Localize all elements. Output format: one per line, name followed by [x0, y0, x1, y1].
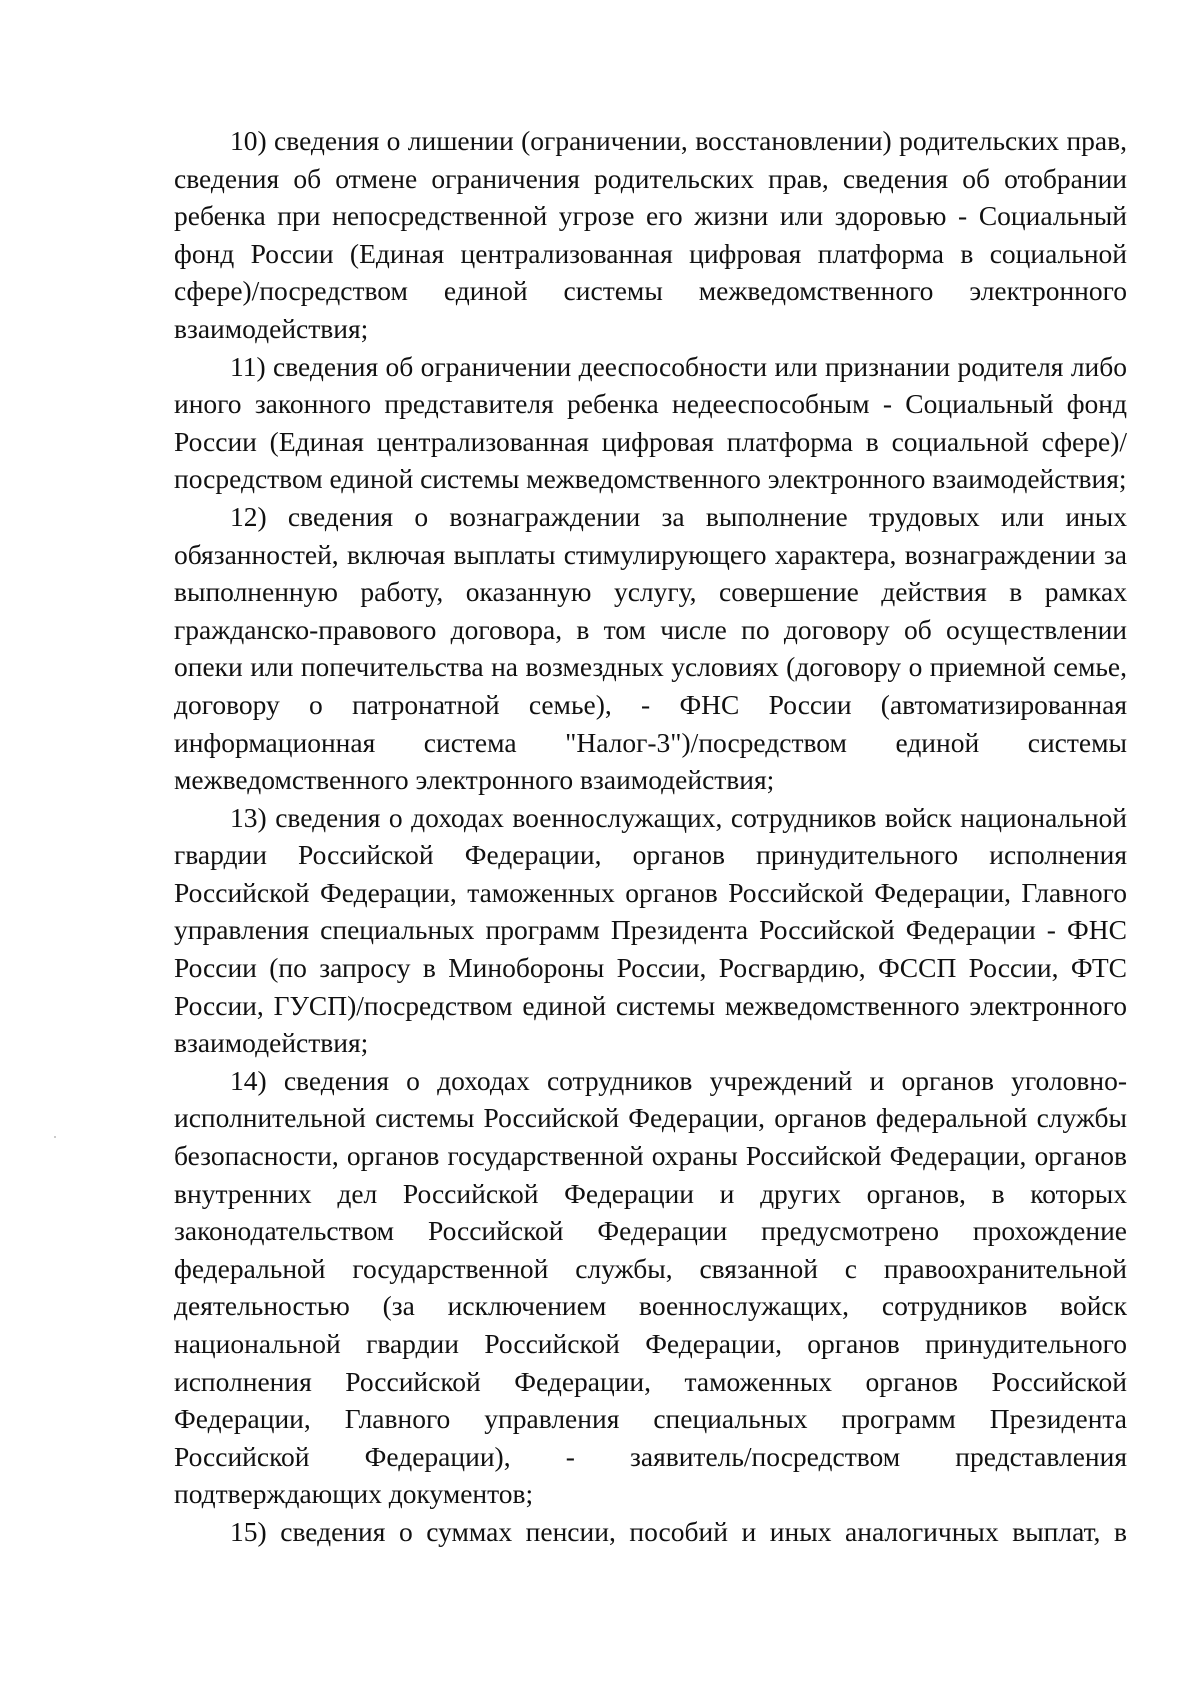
document-body: [174, 122, 1127, 1551]
paragraph-item-11: 11) сведения об ограничении дееспособности или признании родителя либо иного законного представителя ребенка недееспособным - Социальный фонд России (Единая централизованная цифровая платформа в социальной сфере)/посредством единой системы межведомственного электронного взаимодействия;: [174, 350, 1127, 495]
paragraph-item-13: 13) сведения о доходах военнослужащих, сотрудников войск национальной гвардии Российской Федерации, органов принудительного исполнения Российской Федерации, таможенных органов Российской Федерации, Главного управления специальных программ Президента Российской Федерации - ФНС России (по запросу в Минобороны России, Росгвардию, ФССП России, ФТС России, ГУСП)/посредством единой системы межведомственного электронного взаимодействия;: [174, 801, 1127, 1059]
paragraph-item-14: 14) сведения о доходах сотрудников учреждений и органов уголовно-исполнительной системы Российской Федерации, органов федеральной службы безопасности, органов государственной охраны Российской Федерации, органов внутренних дел Российской Федерации и других органов, в которых законодательством Российской Федерации предусмотрено прохождение федеральной государственной службы, связанной с правоохранительной деятельностью (за исключением военнослужащих, сотрудников войск национальной гвардии Российской Федерации, органов принудительного исполнения Российской Федерации, таможенных органов Российской Федерации, Главного управления специальных программ Президента Российской Федерации), - заявитель/посредством представления подтверждающих документов;: [174, 1064, 1127, 1510]
paragraph-item-15: 15) сведения о суммах пенсии, пособий и иных аналогичных выплат, в: [230, 1515, 1127, 1547]
paragraph-item-10: 10) сведения о лишении (ограничении, восстановлении) родительских прав, сведения об отмене ограничения родительских прав, сведения об отобрании ребенка при непосредственной угрозе его жизни или здоровью - Социальный фонд России (Единая централизованная цифровая платформа в социальной сфере)/посредством единой системы межведомственного электронного взаимодействия;: [174, 125, 1127, 344]
paragraph-item-12: 12) сведения о вознаграждении за выполнение трудовых или иных обязанностей, включая выплаты стимулирующего характера, вознаграждении за выполненную работу, оказанную услугу, совершение действия в рамках гражданско-правового договора, в том числе по договору об осуществлении опеки или попечительства на возмездных условиях (договору о приемной семье, договору о патронатной семье), - ФНС России (автоматизированная информационная система "Налог-3")/посредством единой системы межведомственного электронного взаимодействия;: [174, 500, 1127, 796]
scan-speck: [54, 1136, 56, 1138]
